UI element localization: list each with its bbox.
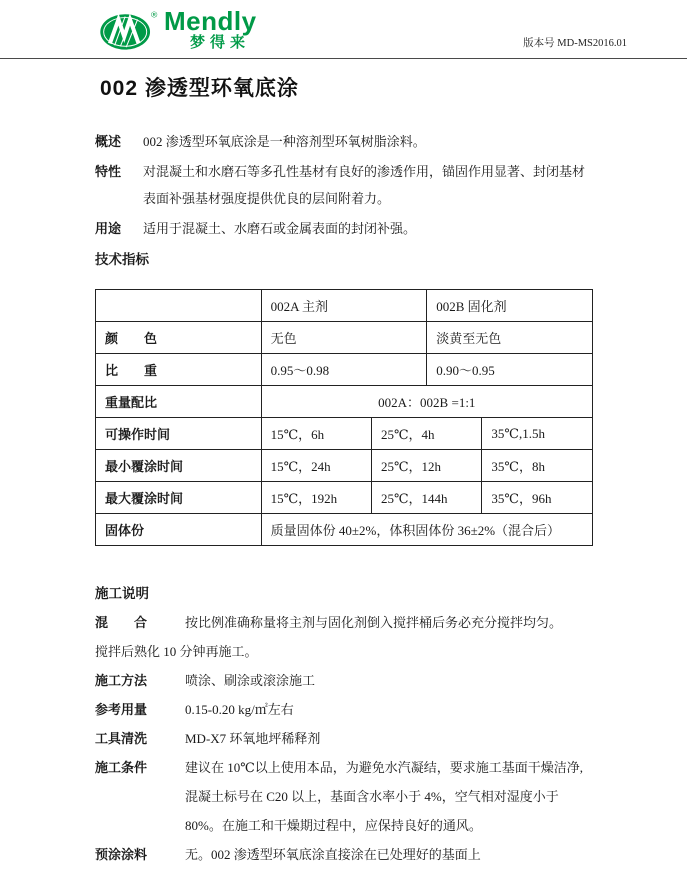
mixing-text: 按比例准确称量将主剂与固化剂倒入搅拌桶后务必充分搅拌均匀。 <box>185 615 563 630</box>
table-row-color <box>96 322 593 354</box>
usage-label: 用途 <box>95 221 122 236</box>
table-header-row <box>96 290 593 322</box>
cell-value: 25℃，4h <box>372 418 482 450</box>
cleaning-text: MD-X7 环氧地坪稀释剂 <box>185 731 321 746</box>
table-row-ratio <box>96 386 593 418</box>
conditions-row <box>95 753 592 840</box>
cell-value: 35℃，8h <box>482 450 593 482</box>
specs-heading: 技术指标 <box>95 252 149 267</box>
overview-text: 002 渗透型环氧底涂是一种溶剂型环氧树脂涂料。 <box>143 134 426 149</box>
registered-mark-icon: ® <box>151 9 158 20</box>
method-label: 施工方法 <box>95 673 148 688</box>
cell-value: 25℃，144h <box>372 482 482 514</box>
col-header-002a: 002A 主剂 <box>261 290 427 322</box>
dosage-label: 参考用量 <box>95 702 148 717</box>
cell-value: 35℃,1.5h <box>482 418 593 450</box>
document-body <box>0 72 687 869</box>
table-row-max-recoat <box>96 482 593 514</box>
row-label: 重量配比 <box>96 386 262 418</box>
dosage-row <box>95 695 592 724</box>
cell-value: 无色 <box>261 322 427 354</box>
brand-block <box>98 8 257 52</box>
mixing-label: 混 合 <box>95 615 148 630</box>
construction-heading: 施工说明 <box>95 586 149 601</box>
conditions-text: 建议在 10℃以上使用本品，为避免水汽凝结，要求施工基面干燥洁净,混凝土标号在 C20 以上，基面含水率小于 4%，空气相对湿度小于 80%。在施工和干燥期过程中，应保持良好的通风。 <box>185 760 584 833</box>
cell-value: 25℃，12h <box>372 450 482 482</box>
mendly-logo-icon <box>98 8 160 52</box>
col-header-002b: 002B 固化剂 <box>427 290 593 322</box>
cell-value: 淡黄至无色 <box>427 322 593 354</box>
row-label: 最小覆涂时间 <box>96 450 262 482</box>
table-row-solids <box>96 514 593 546</box>
cell-value: 35℃，96h <box>482 482 593 514</box>
cell-value: 0.90～0.95 <box>427 354 593 386</box>
row-label: 颜 色 <box>96 322 262 354</box>
usage-row <box>95 215 592 242</box>
cleaning-label: 工具清洗 <box>95 731 148 746</box>
overview-label: 概述 <box>95 134 122 149</box>
specs-table <box>95 289 593 546</box>
row-label: 可操作时间 <box>96 418 262 450</box>
method-row <box>95 666 592 695</box>
cleaning-row <box>95 724 592 753</box>
cell-value-merged: 002A：002B =1:1 <box>261 386 592 418</box>
features-label: 特性 <box>95 164 122 179</box>
construction-section <box>95 579 592 869</box>
row-label: 比 重 <box>96 354 262 386</box>
features-row <box>95 158 592 212</box>
overview-row <box>95 128 592 155</box>
dosage-text: 0.15-0.20 kg/㎡左右 <box>185 702 294 717</box>
usage-text: 适用于混凝土、水磨石或金属表面的封闭补强。 <box>143 221 417 236</box>
method-text: 喷涂、刷涂或滚涂施工 <box>185 673 316 688</box>
brand-name: Mendly <box>164 6 257 36</box>
precoat-row <box>95 840 592 869</box>
page-title: 002 渗透型环氧底涂 <box>100 77 299 100</box>
features-text: 对混凝土和水磨石等多孔性基材有良好的渗透作用，锚固作用显著、封闭基材表面补强基材强度提供优良的层间附着力。 <box>143 164 586 206</box>
mixing-continuation: 搅拌后熟化 10 分钟再施工。 <box>95 644 258 659</box>
cell-value: 15℃，24h <box>261 450 371 482</box>
cell-value: 0.95～0.98 <box>261 354 427 386</box>
conditions-label: 施工条件 <box>95 760 148 775</box>
row-label: 最大覆涂时间 <box>96 482 262 514</box>
cell-value-merged: 质量固体份 40±2%，体积固体份 36±2%（混合后） <box>261 514 592 546</box>
precoat-label: 预涂涂料 <box>95 847 148 862</box>
row-label: 固体份 <box>96 514 262 546</box>
cell-value: 15℃，6h <box>261 418 371 450</box>
corner-cell <box>96 290 262 322</box>
version-label: 版本号 MD-MS2016.01 <box>523 38 627 49</box>
table-row-potlife <box>96 418 593 450</box>
table-row-gravity <box>96 354 593 386</box>
table-row-min-recoat <box>96 450 593 482</box>
brand-text <box>164 8 257 50</box>
page-header <box>0 0 687 58</box>
header-divider <box>0 58 687 59</box>
brand-name-cn: 梦得来 <box>190 34 251 51</box>
precoat-text: 无。002 渗透型环氧底涂直接涂在已处理好的基面上 <box>185 847 481 862</box>
mixing-row <box>95 608 592 637</box>
cell-value: 15℃，192h <box>261 482 371 514</box>
